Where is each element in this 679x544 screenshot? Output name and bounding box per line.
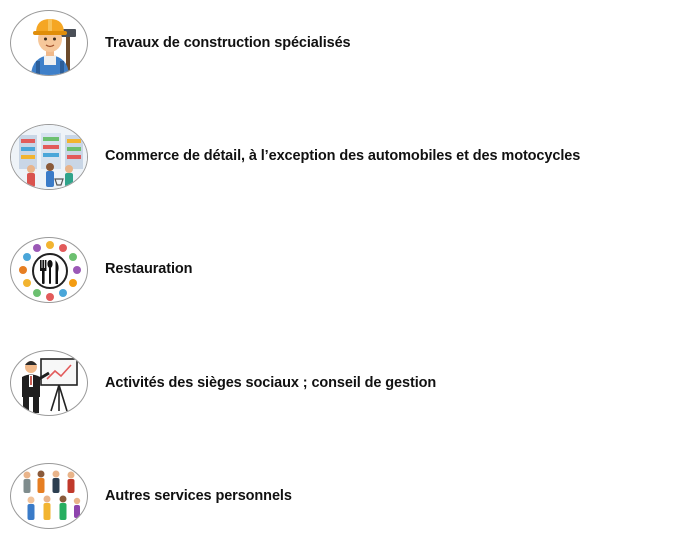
fork-knife-plate-icon [10, 237, 88, 303]
people-professions-icon [10, 463, 88, 529]
retail-shop-icon [10, 124, 88, 190]
businessman-presentation-icon [10, 350, 88, 416]
list-item-retail [0, 124, 679, 204]
list-item-restauration [0, 237, 679, 317]
construction-worker-icon [10, 10, 88, 76]
item-label: Travaux de construction spécialisés [105, 35, 351, 51]
item-label: Commerce de détail, à l’exception des automobiles et des motocycles [105, 148, 581, 164]
list-item-management [0, 350, 679, 430]
item-label: Restauration [105, 261, 193, 277]
item-label: Activités des sièges sociaux ; conseil de gestion [105, 375, 437, 391]
list-item-personal-services [0, 463, 679, 543]
item-label: Autres services personnels [105, 488, 292, 504]
list-item-construction [0, 10, 679, 90]
